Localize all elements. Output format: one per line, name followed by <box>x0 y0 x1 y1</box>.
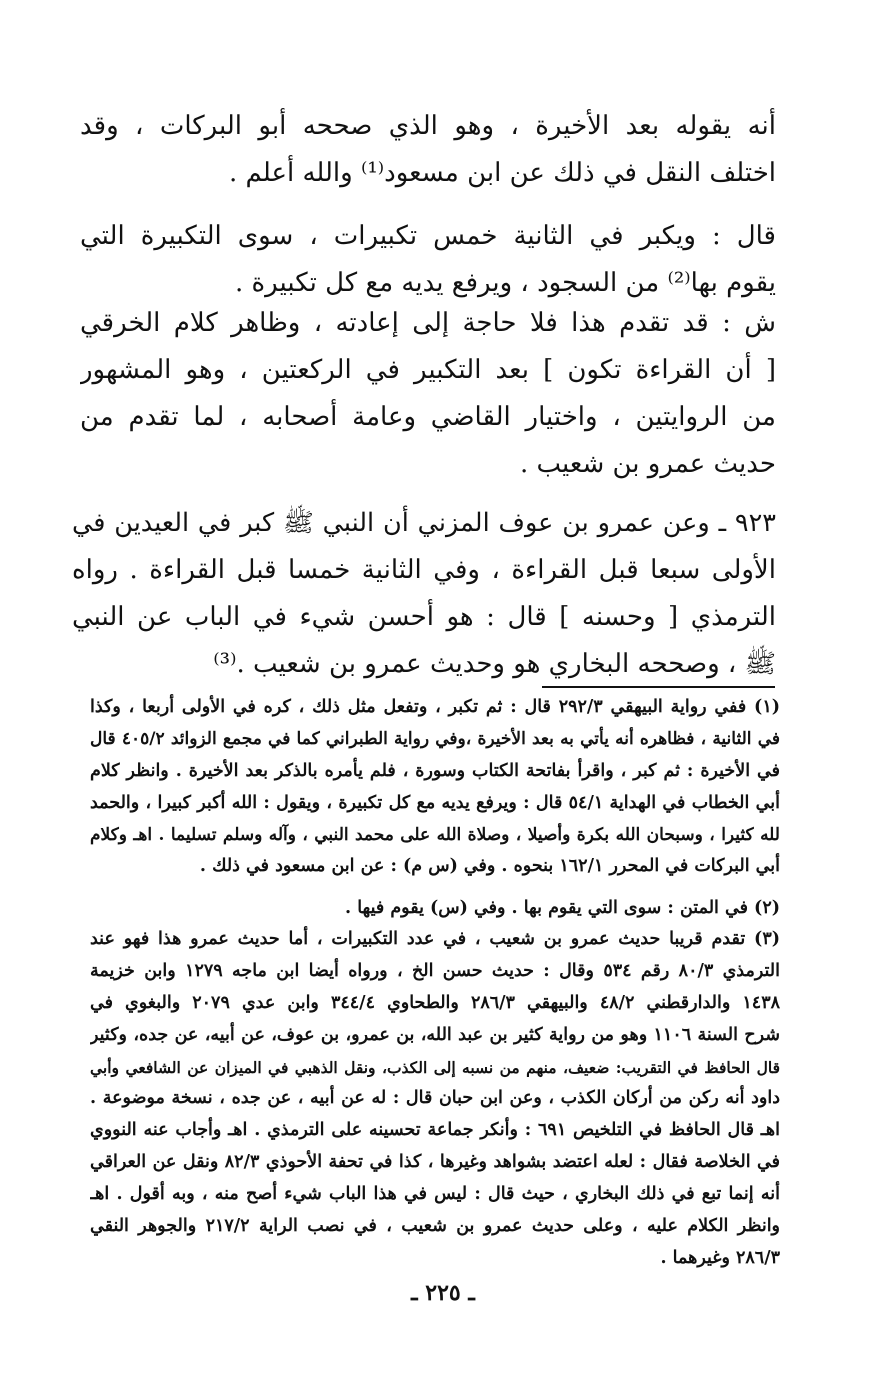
paragraph-sharh <box>80 300 776 488</box>
page-number: ـ ٢٢٥ ـ <box>411 1280 475 1306</box>
text-line: اختلف النقل في ذلك عن ابن مسعود⁽¹⁾ والله أعلم . <box>229 158 776 188</box>
footnote-1 <box>90 692 780 883</box>
footnote-line: وانظر الكلام عليه ، وعلى حديث عمرو بن شعيب ، في نصب الراية ٢١٧/٢ والجوهر النقي <box>90 1216 780 1237</box>
paragraph-continuation <box>80 103 776 197</box>
text-line: من الروايتين ، واختيار القاضي وعامة أصحابه ، لما تقدم من <box>80 402 776 432</box>
paragraph-qala <box>80 213 776 307</box>
footnote-line: في الثانية ، فظاهره أنه يأتي به بعد الأخيرة ،وفي رواية الطبراني كما في مجمع الزوائد ٤٠٥/٢ قال <box>90 728 780 749</box>
footnote-divider <box>542 686 775 688</box>
text-line: قال : ويكبر في الثانية خمس تكبيرات ، سوى التكبيرة التي <box>80 221 776 251</box>
text-line: [ أن القراءة تكون ] بعد التكبير في الركعتين ، وهو المشهور <box>80 355 776 385</box>
text-line: ٩٢٣ ـ وعن عمرو بن عوف المزني أن النبي ﷺ كبر في العيدين في <box>72 508 776 538</box>
text-line: الترمذي [ وحسنه ] قال : هو أحسن شيء في الباب عن النبي <box>72 602 776 632</box>
footnote-2 <box>90 893 780 925</box>
footnote-line: داود أنه ركن من أركان الكذب ، وعن ابن حبان قال : له عن أبيه ، عن جده ، نسخة موضوعة . <box>90 1088 780 1109</box>
footnote-line: اهـ قال الحافظ في التلخيص ٦٩١ : وأنكر جماعة تحسينه على الترمذي . اهـ وأجاب عنه النووي <box>90 1120 780 1141</box>
footnote-3 <box>90 924 780 1275</box>
footnote-line: (٣) تقدم قريبا حديث عمرو بن شعيب ، في عدد التكبيرات ، أما حديث عمرو هذا فهو عند <box>90 929 780 949</box>
footnote-line: (٢) في المتن : سوى التي يقوم بها . وفي (س) يقوم فيها . <box>345 898 780 918</box>
text-line: الأولى سبعا قبل القراءة ، وفي الثانية خمسا قبل القراءة . رواه <box>72 555 776 585</box>
paragraph-hadith-923 <box>72 500 776 688</box>
footnote-line: أبي البركات في المحرر ١٦٢/١ بنحوه . وفي (س م) : عن ابن مسعود في ذلك . <box>199 856 780 877</box>
footnote-line: لله كثيرا ، وسبحان الله بكرة وأصيلا ، وصلاة الله على محمد النبي ، وآله وسلم تسليما . اهـ وكلام <box>90 824 780 845</box>
footnote-line: ١٤٣٨ والدارقطني ٤٨/٢ والبيهقي ٢٨٦/٣ والطحاوي ٣٤٤/٤ وابن عدي ٢٠٧٩ والبغوي في <box>90 992 780 1013</box>
footnote-line: قال الحافظ في التقريب: ضعيف، منهم من نسبه إلى الكذب، ونقل الذهبي في الميزان عن الشافعي وأبي <box>90 1057 780 1077</box>
text-line: ﷺ ، وصححه البخاري هو وحديث عمرو بن شعيب .⁽³⁾ <box>213 649 776 679</box>
footnote-line: ٢٨٦/٣ وغيرهما . <box>660 1247 780 1268</box>
text-line: أنه يقوله بعد الأخيرة ، وهو الذي صححه أبو البركات ، وقد <box>80 111 776 141</box>
footnote-line: أبي الخطاب في الهداية ٥٤/١ قال : ويرفع يديه مع كل تكبيرة ، ويقول : الله أكبر كبيرا ، والحمد <box>90 792 780 813</box>
text-line: يقوم بها⁽²⁾ من السجود ، ويرفع يديه مع كل تكبيرة . <box>235 268 776 298</box>
footnote-line: في الأخيرة : ثم كبر ، واقرأ بفاتحة الكتاب وسورة ، فلم يأمره بالذكر بعد الأخيرة . وانظر كلام <box>90 760 780 781</box>
footnote-line: شرح السنة ١١٠٦ وهو من رواية كثير بن عبد الله، بن عمرو، بن عوف، عن أبيه، عن جده، وكثير <box>90 1024 780 1045</box>
footnote-line: في الخلاصة فقال : لعله اعتضد بشواهد وغيرها ، كذا في تحفة الأحوذي ٨٢/٣ ونقل عن العراقي <box>90 1152 780 1173</box>
footnote-line: (١) ففي رواية البيهقي ٢٩٢/٣ قال : ثم تكبر ، وتفعل مثل ذلك ، كره في الأولى أربعا ، وكذا <box>90 697 780 717</box>
text-line: حديث عمرو بن شعيب . <box>520 449 776 479</box>
text-line: ش : قد تقدم هذا فلا حاجة إلى إعادته ، وظاهر كلام الخرقي <box>80 308 776 338</box>
footnote-line: الترمذي ٨٠/٣ رقم ٥٣٤ وقال : حديث حسن الخ ، ورواه أيضا ابن ماجه ١٢٧٩ وابن خزيمة <box>90 960 780 981</box>
footnote-line: أنه إنما تبع في ذلك البخاري ، حيث قال : ليس في هذا الباب شيء أصح منه ، وبه أقول . اهـ <box>90 1184 780 1205</box>
